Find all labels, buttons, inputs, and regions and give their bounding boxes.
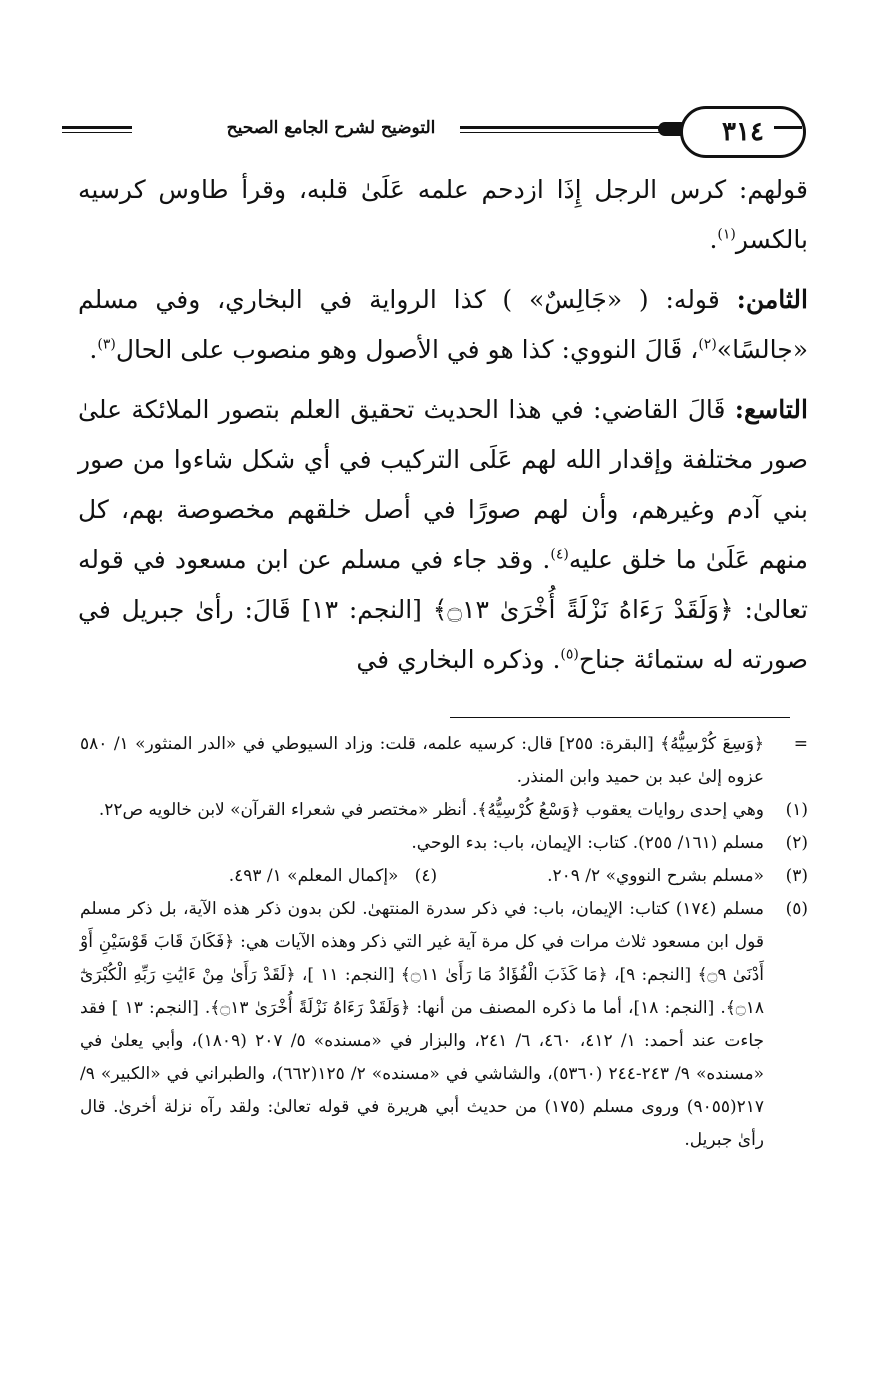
- footnote-5: [80, 893, 808, 1157]
- header-rule-left-thin: [62, 132, 132, 133]
- footnote-text: وهي إحدى روايات يعقوب ﴿وَسْعُ كُرْسِيُّهُ﴾. أنظر «مختصر في شعراء القرآن» لابن خالويه ص٢٢.: [98, 800, 764, 820]
- footnote-2: [80, 827, 808, 860]
- footnote-marker: (٤): [414, 866, 438, 886]
- footnote-4-text: «إكمال المعلم» ١/ ٤٩٣.: [228, 866, 399, 886]
- footnote-3-text: «مسلم بشرح النووي» ٢/ ٢٠٩.: [547, 866, 764, 886]
- footnote-ref-4[interactable]: (٤): [550, 546, 569, 563]
- paragraph-2-lead: الثامن:: [736, 285, 808, 314]
- footnote-marker: (٥): [785, 899, 808, 919]
- paragraph-3-text-a: قَالَ القاضي: في هذا الحديث تحقيق العلم بتصور الملائكة علىٰ صور مختلفة وإقدار الله لهم عَلَى التركيب في أي شكل شاءوا من صور بني آدم وغيرهم، وأن لهم صورًا في أصل خلقهم مخصوصة بهم، كل منهم عَلَىٰ ما خلق عليه: [78, 395, 808, 574]
- paragraph-3-lead: التاسع:: [734, 395, 808, 424]
- paragraph-2-end: .: [89, 335, 98, 364]
- paragraph-2-text-b: ، قَالَ النووي: كذا هو في الأصول وهو منصوب على الحال: [115, 335, 699, 364]
- paragraph-1-text: قولهم: كرس الرجل إِذَا ازدحم علمه عَلَىٰ قلبه، وقرأ طاوس كرسيه بالكسر: [78, 175, 808, 254]
- main-text: [78, 165, 808, 695]
- footnote-1: [80, 794, 808, 827]
- footnote-text: مسلم (١٦١/ ٢٥٥). كتاب: الإيمان، باب: بدء الوحي.: [411, 833, 764, 853]
- footnote-ref-5[interactable]: (٥): [560, 646, 579, 663]
- paragraph-1: [78, 165, 808, 265]
- footnote-marker: (١): [785, 800, 808, 820]
- footnote-4: [229, 860, 437, 893]
- footnote-3-4: [80, 860, 808, 893]
- paragraph-2: [78, 275, 808, 375]
- paragraph-1-end: .: [709, 225, 718, 254]
- header-rule-right: [774, 126, 802, 129]
- paragraph-3: [78, 385, 808, 685]
- footnote-marker: (٢): [785, 833, 808, 853]
- footnote-text: مسلم (١٧٤) كتاب: الإيمان، باب: في ذكر سدرة المنتهىٰ. لكن بدون ذكر هذه الآية، بل ذكر مسلم قول ابن مسعود ثلاث مرات في كل مرة آية غير التي ذكر وهذه الآيات هي: ﴿فَكَانَ قَابَ قَوْسَيْنِ أَوْ أَدْنَىٰ ۝٩﴾ [النجم: ٩]، ﴿مَا كَذَبَ الْفُؤَادُ مَا رَأَىٰ ۝١١﴾ [النجم: ١١ ]، ﴿لَقَدْ رَأَىٰ مِنْ ءَايَٰتِ رَبِّهِ الْكُبْرَىٰٓ ۝١٨﴾. [النجم: ١٨]، أما ما ذكره المصنف من أنها: ﴿وَلَقَدْ رَءَاهُ نَزْلَةً أُخْرَىٰ ۝١٣﴾. [النجم: ١٣ ] فقد جاءت عند أحمد: ١/ ٤١٢، ٤٦٠، ٦/ ٢٤١، والبزار في «مسنده» ٥/ ٢٠٧ (١٨٠٩)، وأبي يعلىٰ في «مسنده» ٩/ ٢٤٣-٢٤٤ (٥٣٦٠)، والشاشي في «مسنده» ٢/ ١٢٥(٦٦٢)، والطبراني في «الكبير» ٩/ ٢١٧(٩٠٥٥) وروى مسلم (١٧٥) من حديث أبي هريرة في قوله تعالىٰ: ولقد رآه نزلة أخرىٰ. قال رأىٰ جبريل.: [80, 899, 765, 1150]
- footnote-ref-1[interactable]: (١): [717, 226, 736, 243]
- footnote-ref-2[interactable]: (٢): [698, 336, 717, 353]
- page-number: ٣١٤: [680, 106, 806, 158]
- footnote-continuation: [80, 728, 808, 794]
- footnote-marker: =: [793, 734, 808, 754]
- paragraph-3-text-b: . وقد جاء في مسلم عن ابن مسعود في قوله تعالىٰ: ﴿وَلَقَدْ رَءَاهُ نَزْلَةً أُخْرَىٰ ۝١٣﴾ [النجم: ١٣] قَالَ: رأىٰ جبريل في صورته له ستمائة جناح: [78, 545, 808, 674]
- footnote-divider: [450, 717, 790, 718]
- running-title: التوضيح لشرح الجامع الصحيح: [202, 118, 460, 138]
- paragraph-3-text-c: . وذكره البخاري في: [356, 645, 561, 674]
- footnote-text: ﴿وَسِعَ كُرْسِيُّهُ﴾ [البقرة: ٢٥٥] قال: كرسيه علمه، قلت: وزاد السيوطي في «الدر المنثور» ١/ ٥٨٠ عزوه إلىٰ عبد بن حميد وابن المنذر.: [80, 734, 764, 787]
- page-header: [62, 104, 802, 154]
- header-rule-left: [62, 126, 132, 129]
- footnote-pair: [80, 860, 764, 893]
- footnote-ref-3[interactable]: (٣): [97, 336, 116, 353]
- footnote-marker: (٣): [785, 866, 808, 886]
- paragraph-2-text-a: قوله: ( «جَالِسٌ» ) كذا الرواية في البخاري، وفي مسلم «جالسًا»: [78, 285, 808, 364]
- footnotes: [80, 728, 808, 1157]
